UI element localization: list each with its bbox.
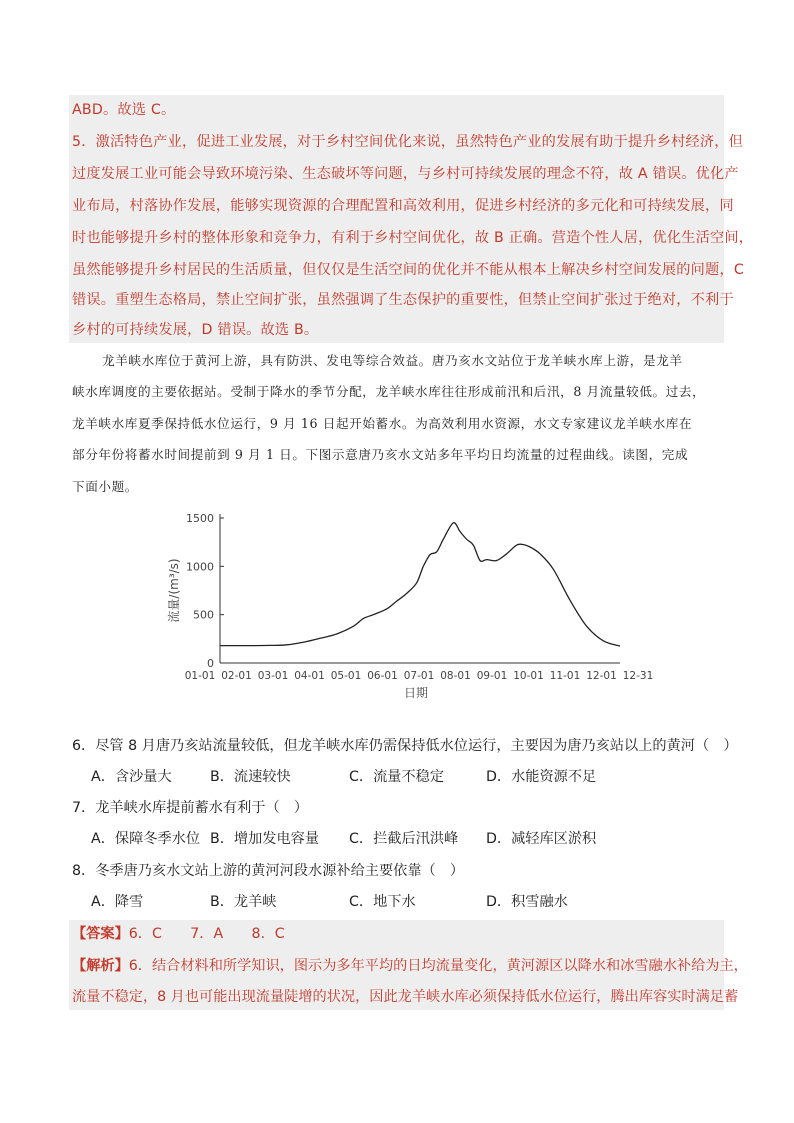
option-7b[interactable]: B．增加发电容量 [210,831,320,847]
solution-line: 错误。重塑生态格局，禁止空间扩张，虽然强调了生态保护的重要性，但禁止空间扩张过于绝对，不利于 [72,292,734,308]
option-8c[interactable]: C．地下水 [349,894,416,910]
option-6a[interactable]: A．含沙量大 [91,769,172,785]
x-tick-label: 12-31 [622,670,654,682]
solution-line: 时也能够提升乡村的整体形象和竞争力，有利于乡村空间优化，故 B 正确。营造个性人居，优化生活空间， [72,230,754,246]
solution-line: ABD。故选 C。 [72,102,176,118]
solution-line: 5．激活特色产业，促进工业发展，对于乡村空间优化来说，虽然特色产业的发展有助于提升乡村经济，但 [72,134,744,150]
x-tick-label: 08-01 [440,670,471,682]
analysis-text: 6．结合材料和所学知识，图示为多年平均的日均流量变化，黄河源区以降水和冰雪融水补给为主， [128,958,748,974]
x-tick-label: 07-01 [403,670,435,682]
analysis-tag: 【解析】 [72,958,129,974]
x-tick-label: 12-01 [586,670,617,682]
option-6c[interactable]: C．流量不稳定 [349,769,445,785]
flow-series-line [220,523,620,646]
x-tick-label: 11-01 [549,670,581,682]
x-axis-label: 日期 [403,686,429,700]
solution-line: 业布局，村落协作发展，能够实现资源的合理配置和高效利用，促进乡村经济的多元化和可持续发展，同 [72,198,734,214]
x-tick-label: 03-01 [257,670,289,682]
option-8b[interactable]: B．龙羊峡 [210,894,277,910]
flow-chart [150,505,654,705]
analysis-line [72,956,748,976]
passage-line: 龙羊峡水库位于黄河上游，具有防洪、发电等综合效益。唐乃亥水文站位于龙羊峡水库上游，是龙羊 [102,353,683,368]
answer-tag: 【答案】 [72,926,129,942]
question-7-stem: 7．龙羊峡水库提前蓄水有利于（ ） [72,800,309,816]
x-tick-label: 01-01 [184,670,216,682]
option-6d[interactable]: D．水能资源不足 [486,769,597,785]
y-tick-label: 500 [193,608,214,622]
x-tick-label: 04-01 [294,670,325,682]
y-tick-label: 1500 [186,512,214,525]
x-tick-label: 06-01 [367,670,398,682]
solution-line: 虽然能够提升乡村居民的生活质量，但仅仅是生活空间的优化并不能从根本上解决乡村空间发展的问题，C [72,262,744,278]
y-tick-label: 0 [207,657,214,670]
passage-line: 龙羊峡水库夏季保持低水位运行，9 月 16 日起开始蓄水。为高效利用水资源，水文专家建议龙羊峡水库在 [72,416,693,431]
y-axis-label: 流量/(m³/s) [167,558,181,623]
answer-line [72,924,285,944]
option-7d[interactable]: D．减轻库区淤积 [486,831,597,847]
x-tick-label: 02-01 [221,670,252,682]
analysis-line: 流量不稳定，8 月也可能出现流量陡增的状况，因此龙羊峡水库必须保持低水位运行，腾出库容实时满足蓄 [72,989,739,1005]
option-7c[interactable]: C．拦截后汛洪峰 [349,831,459,847]
passage-line: 峡水库调度的主要依据站。受制于降水的季节分配，龙羊峡水库往往形成前汛和后汛，8 月流量较低。过去， [72,384,706,399]
passage-line: 部分年份将蓄水时间提前到 9 月 1 日。下图示意唐乃亥水文站多年平均日均流量的过程曲线。读图，完成 [72,447,689,462]
x-tick-label: 05-01 [330,670,362,682]
x-tick-label: 10-01 [513,670,544,682]
option-8a[interactable]: A．降雪 [91,894,144,910]
question-8-stem: 8．冬季唐乃亥水文站上游的黄河河段水源补给主要依靠（ ） [72,863,465,879]
passage-line: 下面小题。 [72,479,138,494]
solution-line: 乡村的可持续发展，D 错误。故选 B。 [72,322,319,338]
y-tick-label: 1000 [186,560,214,574]
question-6-stem: 6．尽管 8 月唐乃亥站流量较低，但龙羊峡水库仍需保持低水位运行，主要因为唐乃亥站以上的黄河（ ） [72,738,738,754]
solution-line: 过度发展工业可能会导致环境污染、生态破坏等问题，与乡村可持续发展的理念不符，故 A 错误。优化产 [72,166,739,182]
option-6b[interactable]: B．流速较快 [210,769,291,785]
option-8d[interactable]: D．积雪融水 [486,894,568,910]
answer-text: 6．C 7．A 8．C [128,926,285,942]
x-tick-label: 09-01 [476,670,508,682]
option-7a[interactable]: A．保障冬季水位 [91,831,201,847]
